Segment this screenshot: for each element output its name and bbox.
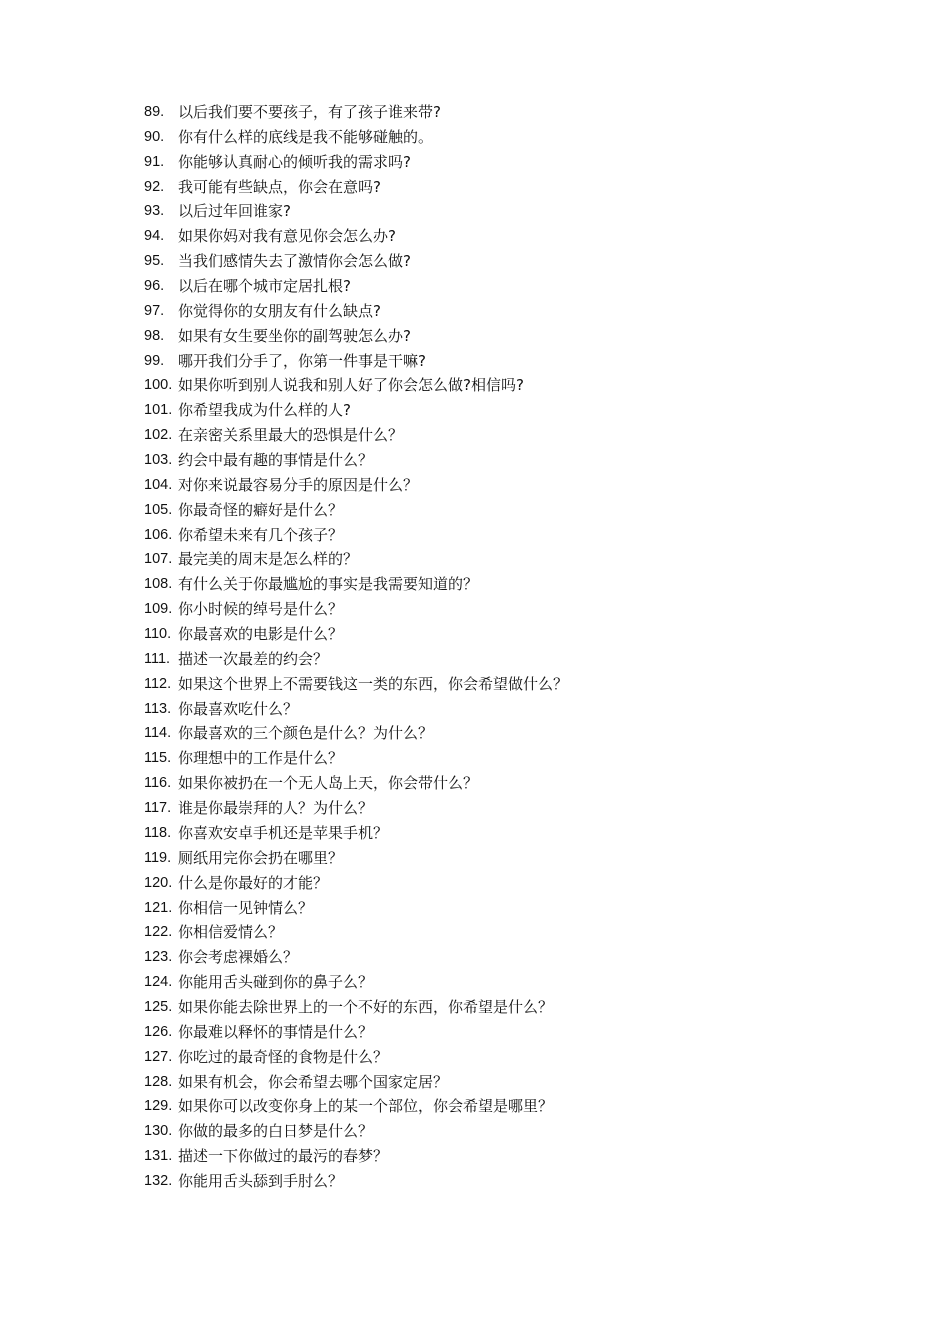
list-item (144, 771, 864, 796)
list-item (144, 224, 864, 249)
list-item (144, 547, 864, 572)
list-item-text: 厕纸用完你会扔在哪里？ (178, 848, 344, 867)
list-item-text: 如果你能去除世界上的一个不好的东西，你希望是什么？ (178, 997, 554, 1016)
list-item-text: 以后过年回谁家? (178, 202, 291, 221)
list-item-text: 如果这个世界上不需要钱这一类的东西，你会希望做什么？ (178, 674, 569, 693)
list-item (144, 672, 864, 697)
list-item (144, 945, 864, 970)
list-item-text: 什么是你最好的才能？ (178, 873, 329, 892)
list-item-number: 106. (144, 526, 173, 543)
list-item-text: 如果有机会，你会希望去哪个国家定居？ (178, 1072, 449, 1091)
list-item (144, 597, 864, 622)
list-item-text: 你相信一见钟情么？ (178, 898, 314, 917)
list-item-text: 你能用舌头舔到手肘么？ (178, 1171, 344, 1190)
list-item (144, 349, 864, 374)
list-item-number: 121. (144, 899, 173, 916)
list-item-number: 95. (144, 253, 165, 270)
list-item-number: 122. (144, 924, 173, 941)
list-item (144, 1045, 864, 1070)
list-item-number: 98. (144, 327, 165, 344)
list-item-text: 你会考虑裸婚么？ (178, 948, 299, 967)
list-item (144, 896, 864, 921)
list-item (144, 1169, 864, 1194)
list-item-text: 你有什么样的底线是我不能够碰触的。 (178, 127, 434, 146)
list-item-number: 113. (144, 700, 172, 717)
list-item-number: 101. (144, 402, 173, 419)
list-item-number: 128. (144, 1073, 173, 1090)
list-item-number: 97. (144, 302, 165, 319)
list-item (144, 299, 864, 324)
list-item-text: 你小时候的绰号是什么？ (178, 600, 344, 619)
list-item-text: 你最喜欢吃什么？ (178, 699, 299, 718)
list-item-text: 你最喜欢的电影是什么？ (178, 625, 344, 644)
list-item (144, 175, 864, 200)
list-item-number: 118. (144, 824, 172, 841)
list-item-number: 111. (144, 650, 171, 667)
list-item-text: 你理想中的工作是什么？ (178, 749, 344, 768)
list-item-text: 你最喜欢的三个颜色是什么？为什么？ (178, 724, 434, 743)
list-item-number: 94. (144, 228, 165, 245)
list-item (144, 150, 864, 175)
list-item (144, 796, 864, 821)
list-item-number: 108. (144, 576, 173, 593)
list-item (144, 721, 864, 746)
list-item (144, 423, 864, 448)
list-item (144, 523, 864, 548)
list-item-number: 131. (144, 1148, 173, 1165)
list-item-number: 89. (144, 104, 165, 120)
list-item-number: 104. (144, 476, 173, 493)
list-item-number: 103. (144, 452, 173, 469)
list-item-text: 你做的最多的白日梦是什么？ (178, 1122, 374, 1141)
list-item (144, 572, 864, 597)
list-item (144, 274, 864, 299)
list-item (144, 1144, 864, 1169)
list-item-text: 如果你被扔在一个无人岛上天，你会带什么？ (178, 774, 479, 793)
list-item (144, 622, 864, 647)
list-item (144, 199, 864, 224)
list-item (144, 473, 864, 498)
list-item-text: 你吃过的最奇怪的食物是什么？ (178, 1047, 389, 1066)
list-item-text: 描述一下你做过的最污的春梦？ (178, 1147, 389, 1166)
list-item-number: 96. (144, 278, 165, 295)
list-item (144, 746, 864, 771)
list-item (144, 1094, 864, 1119)
list-item-text: 如果你听到别人说我和别人好了你会怎么做?相信吗? (178, 376, 524, 395)
list-item (144, 249, 864, 274)
list-item-text: 以后我们要不要孩子，有了孩子谁来带? (178, 103, 441, 121)
list-item-text: 你最奇怪的癖好是什么？ (178, 500, 344, 519)
list-item-number: 127. (144, 1048, 173, 1065)
list-item (144, 498, 864, 523)
list-item-number: 112. (144, 675, 172, 692)
list-item (144, 1119, 864, 1144)
list-item-text: 如果有女生要坐你的副驾驶怎么办? (178, 326, 411, 345)
list-item-text: 如果你可以改变你身上的某一个部位，你会希望是哪里？ (178, 1097, 554, 1116)
list-item-number: 132. (144, 1172, 173, 1189)
list-item-text: 你喜欢安卓手机还是苹果手机？ (178, 823, 389, 842)
list-item-number: 120. (144, 874, 173, 891)
list-item (144, 846, 864, 871)
list-item-text: 你能用舌头碰到你的鼻子么？ (178, 973, 374, 992)
list-item-text: 你希望未来有几个孩子？ (178, 525, 344, 544)
list-item-text: 我可能有些缺点，你会在意吗? (178, 177, 381, 196)
list-item-text: 以后在哪个城市定居扎根? (178, 277, 351, 296)
list-item-text: 在亲密关系里最大的恐惧是什么？ (178, 426, 404, 445)
list-item-number: 110. (144, 626, 172, 643)
list-item (144, 647, 864, 672)
list-item-number: 100. (144, 377, 173, 394)
list-item (144, 821, 864, 846)
list-item (144, 920, 864, 945)
list-item-number: 93. (144, 203, 165, 220)
list-item-text: 约会中最有趣的事情是什么？ (178, 451, 374, 470)
list-item-number: 102. (144, 427, 173, 444)
list-item-number: 123. (144, 949, 173, 966)
list-item (144, 125, 864, 150)
list-item-text: 如果你妈对我有意见你会怎么办? (178, 227, 396, 246)
list-item-number: 91. (144, 153, 165, 170)
list-item-number: 107. (144, 551, 173, 568)
list-item-number: 124. (144, 974, 173, 991)
list-item-number: 126. (144, 1023, 173, 1040)
list-item (144, 373, 864, 398)
list-item (144, 100, 864, 125)
list-item (144, 871, 864, 896)
list-item-text: 当我们感情失去了激情你会怎么做? (178, 252, 411, 271)
question-list (144, 100, 864, 1194)
list-item (144, 970, 864, 995)
list-item (144, 1070, 864, 1095)
list-item-number: 99. (144, 352, 165, 369)
list-item-number: 114. (144, 725, 172, 742)
list-item-text: 你希望我成为什么样的人? (178, 401, 351, 420)
list-item (144, 324, 864, 349)
list-item-number: 117. (144, 800, 172, 817)
list-item-number: 116. (144, 775, 172, 792)
list-item-number: 92. (144, 178, 165, 195)
list-item (144, 1020, 864, 1045)
list-item-number: 109. (144, 601, 173, 618)
list-item (144, 995, 864, 1020)
list-item-text: 哪开我们分手了，你第一件事是干嘛? (178, 351, 426, 370)
list-item (144, 448, 864, 473)
list-item (144, 398, 864, 423)
list-item-text: 有什么关于你最尴尬的事实是我需要知道的？ (178, 575, 479, 594)
list-item-number: 119. (144, 849, 172, 866)
list-item-number: 105. (144, 501, 173, 518)
list-item-text: 描述一次最差的约会？ (178, 649, 329, 668)
list-item-text: 你最难以释怀的事情是什么？ (178, 1022, 374, 1041)
list-item-text: 谁是你最崇拜的人？为什么？ (178, 799, 374, 818)
list-item-number: 130. (144, 1123, 173, 1140)
list-item-text: 最完美的周末是怎么样的？ (178, 550, 359, 569)
list-item-text: 你觉得你的女朋友有什么缺点? (178, 301, 381, 320)
list-item-text: 对你来说最容易分手的原因是什么？ (178, 475, 419, 494)
list-item-number: 129. (144, 1098, 173, 1115)
list-item-number: 90. (144, 128, 165, 145)
list-item (144, 697, 864, 722)
list-item-text: 你相信爱情么？ (178, 923, 284, 942)
list-item-text: 你能够认真耐心的倾听我的需求吗? (178, 152, 411, 171)
list-item-number: 125. (144, 998, 173, 1015)
list-item-number: 115. (144, 750, 172, 767)
